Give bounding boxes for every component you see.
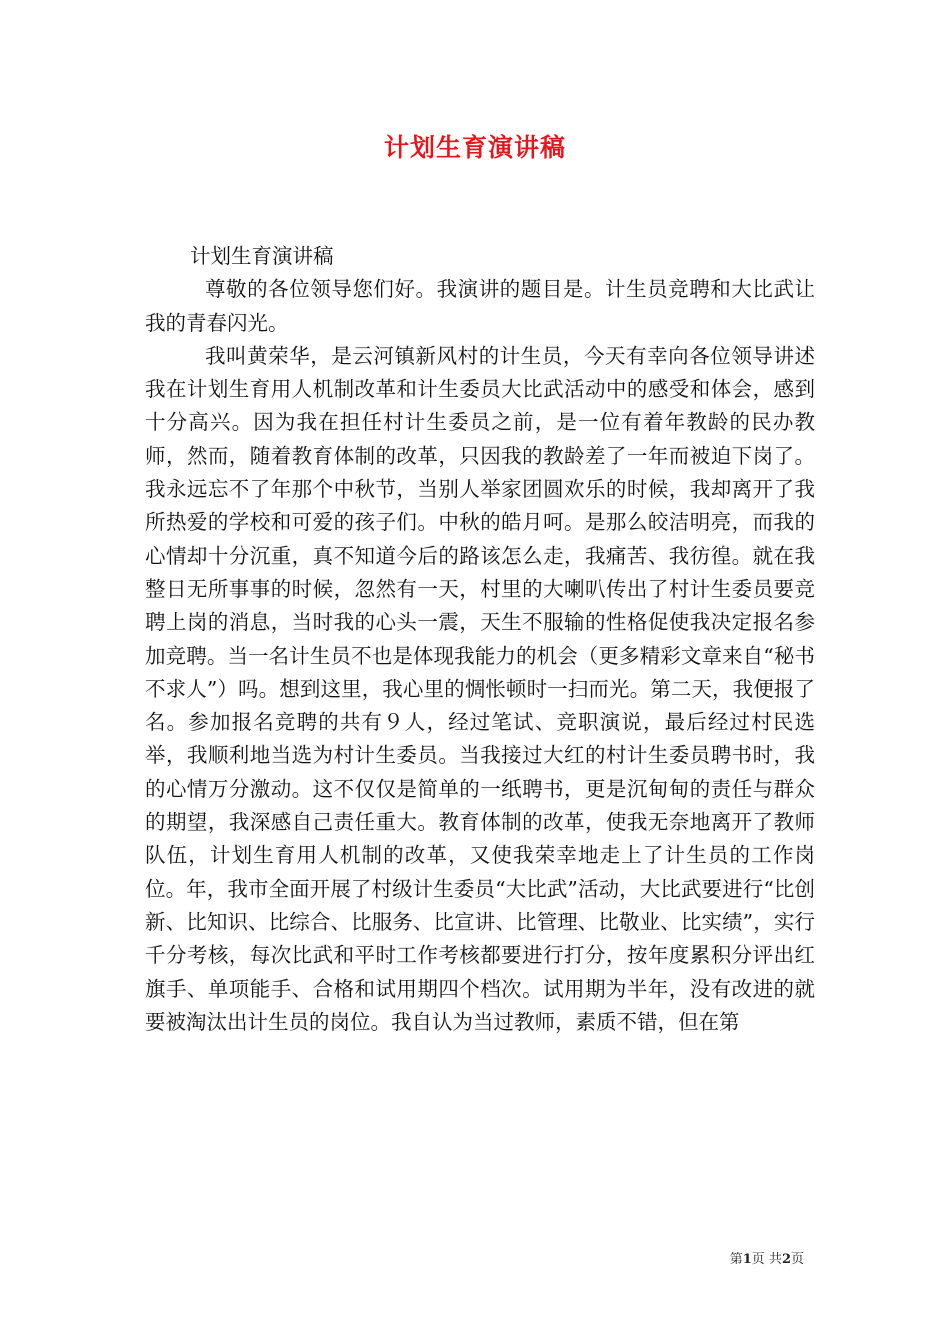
paragraph-greeting: 尊敬的各位领导您们好。我演讲的题目是。计生员竞聘和大比武让我的青春闪光。 bbox=[145, 277, 815, 335]
page-number-footer bbox=[730, 1248, 804, 1267]
footer-current-page: 1 bbox=[742, 1252, 752, 1267]
document-title: 计划生育演讲稿 bbox=[383, 133, 566, 162]
document-subtitle: 计划生育演讲稿 bbox=[190, 244, 334, 268]
footer-suffix: 页 bbox=[790, 1252, 804, 1267]
footer-prefix: 第 bbox=[729, 1252, 743, 1267]
footer-middle: 页 共 bbox=[751, 1252, 782, 1267]
paragraph-main: 我叫黄荣华，是云河镇新风村的计生员，今天有幸向各位领导讲述我在计划生育用人机制改革和计生委员大比武活动中的感受和体会，感到十分高兴。因为我在担任村计生委员之前，是一位有着年教龄的民办教师，然而，随着教育体制的改革，只因我的教龄差了一年而被迫下岗了。我永远忘不了年那个中秋节，当别人举家团圆欢乐的时候，我却离开了我所热爱的学校和可爱的孩子们。中秋的皓月呵。是那么皎洁明亮，而我的心情却十分沉重，真不知道今后的路该怎么走，我痛苦、我彷徨。就在我整日无所事事的时候，忽然有一天，村里的大喇叭传出了村计生委员要竞聘上岗的消息，当时我的心头一震，天生不服输的性格促使我决定报名参加竞聘。当一名计生员不也是体现我能力的机会（更多精彩文章来自“秘书不求人”）吗。想到这里，我心里的惆怅顿时一扫而光。第二天，我便报了名。参加报名竞聘的共有９人，经过笔试、竞职演说，最后经过村民选举，我顺利地当选为村计生委员。当我接过大红的村计生委员聘书时，我的心情万分激动。这不仅仅是简单的一纸聘书，更是沉甸甸的责任与群众的期望，我深感自己责任重大。教育体制的改革，使我无奈地离开了教师队伍，计划生育用人机制的改革，又使我荣幸地走上了计生员的工作岗位。年，我市全面开展了村级计生委员“大比武”活动，大比武要进行“比创新、比知识、比综合、比服务、比宣讲、比管理、比敬业、比实绩”，实行千分考核，每次比武和平时工作考核都要进行打分，按年度累积分评出红旗手、单项能手、合格和试用期四个档次。试用期为半年，没有改进的就要被淘汰出计生员的岗位。我自认为当过教师，素质不错，但在第 bbox=[145, 343, 815, 1034]
footer-total-pages: 2 bbox=[781, 1252, 791, 1267]
document-body bbox=[145, 240, 815, 1039]
